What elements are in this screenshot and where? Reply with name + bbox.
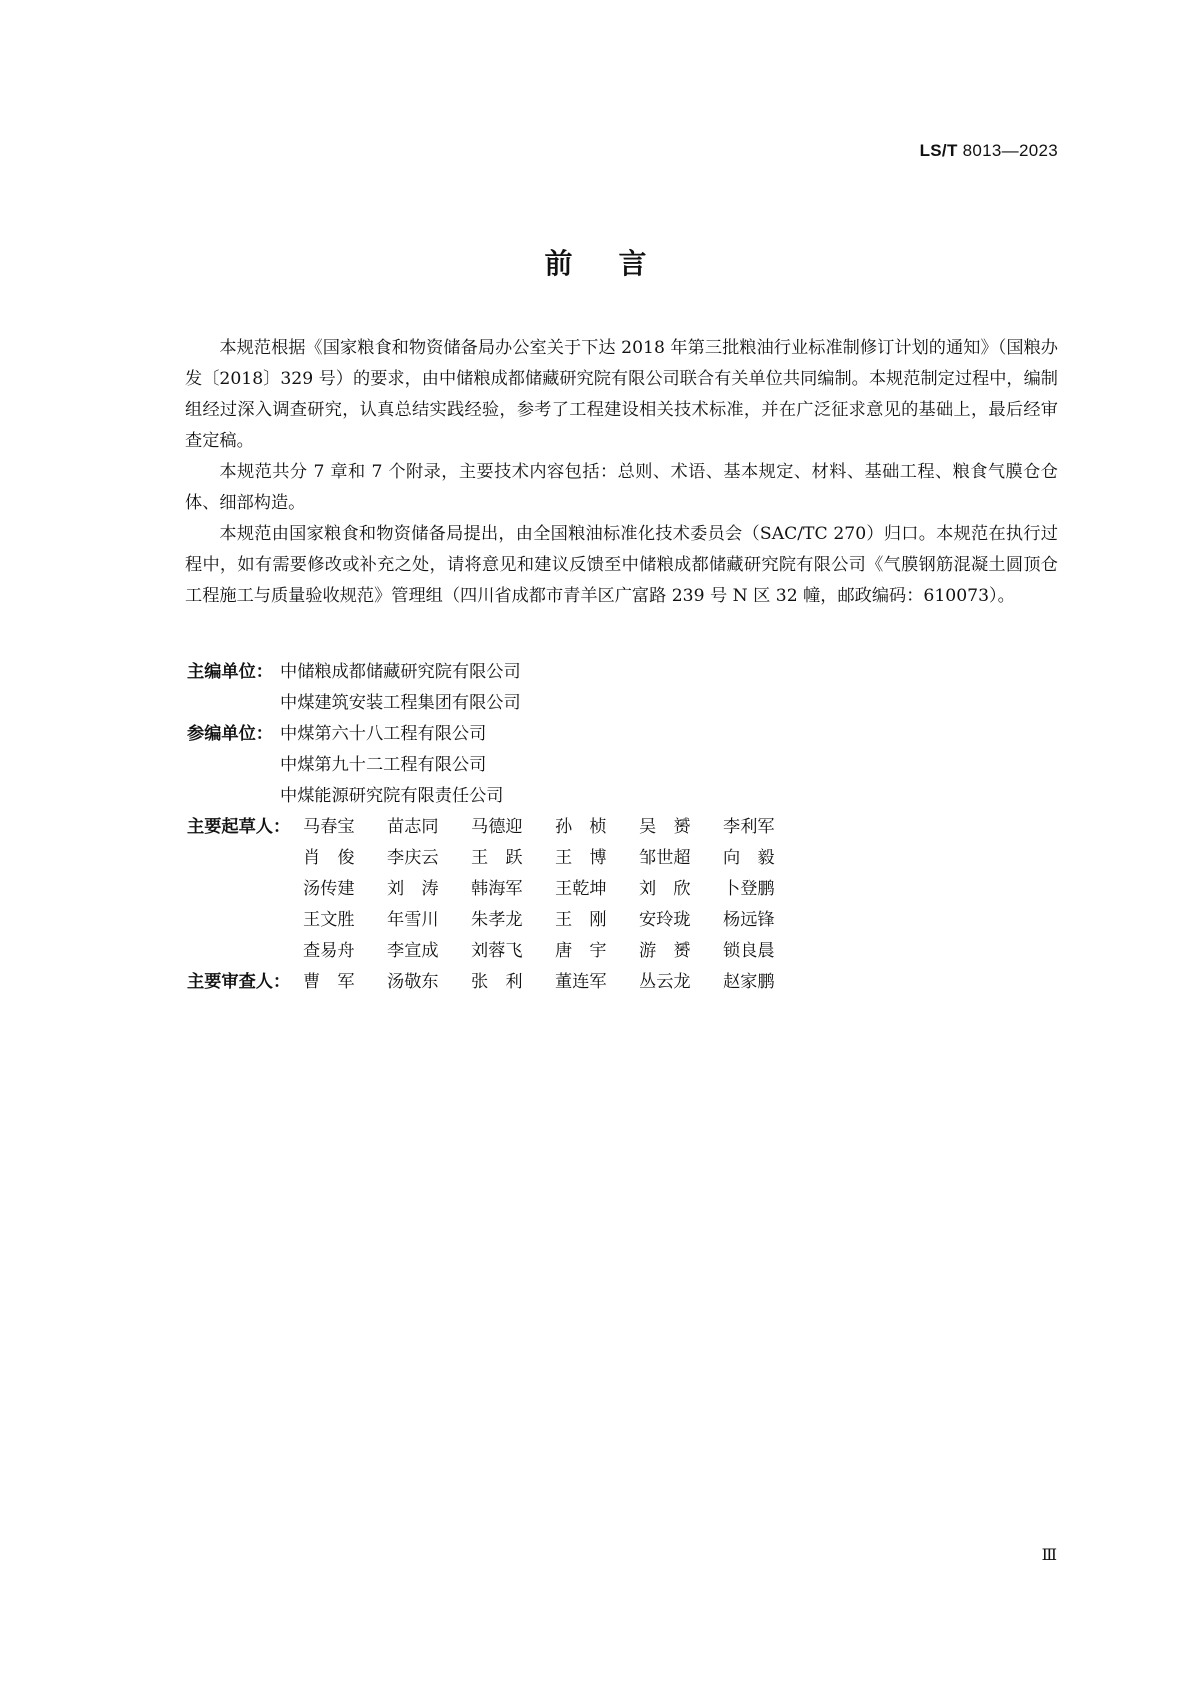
drafters-row xyxy=(185,905,1058,936)
drafter-name: 汤传建 xyxy=(303,879,355,899)
reviewer-name: 赵家鹏 xyxy=(723,972,775,992)
participating-unit-row xyxy=(185,750,1058,781)
chief-unit: 中煤建筑安装工程集团有限公司 xyxy=(280,693,521,713)
paragraph: 本规范由国家粮食和物资储备局提出，由全国粮油标准化技术委员会（SAC/TC 270）归口。本规范在执行过程中，如有需要修改或补充之处，请将意见和建议反馈至中储粮成都储藏研究院有限公司《气膜钢筋混凝土圆顶仓工程施工与质量验收规范》管理组（四川省成都市青羊区广富路 239 号 N 区 32 幢，邮政编码：610073）。 xyxy=(185,524,1058,606)
participating-unit-row xyxy=(185,781,1058,812)
chief-unit-row xyxy=(185,657,1058,688)
drafter-name: 卜登鹏 xyxy=(723,879,775,899)
reviewer-name: 曹 军 xyxy=(303,972,355,992)
reviewer-name: 丛云龙 xyxy=(639,972,691,992)
reviewers-row xyxy=(185,967,1058,998)
drafters-row xyxy=(185,874,1058,905)
drafter-name: 刘 欣 xyxy=(639,879,691,899)
contributors-list xyxy=(185,657,1058,998)
drafter-name: 李利军 xyxy=(723,817,775,837)
reviewers-label: 主要审查人： xyxy=(187,972,291,992)
page-title: 前言 xyxy=(544,247,693,280)
drafter-name: 查易舟 xyxy=(303,941,355,961)
chief-unit: 中储粮成都储藏研究院有限公司 xyxy=(280,662,521,682)
participating-unit-row xyxy=(185,719,1058,750)
participating-unit: 中煤第九十二工程有限公司 xyxy=(280,755,487,775)
drafter-name: 向 毅 xyxy=(723,848,775,868)
standard-code-prefix: LS/T xyxy=(919,141,958,160)
paragraph: 本规范共分 7 章和 7 个附录，主要技术内容包括：总则、术语、基本规定、材料、基础工程、粮食气膜仓仓体、细部构造。 xyxy=(185,462,1058,513)
drafter-name: 孙 桢 xyxy=(555,817,607,837)
reviewer-name: 董连军 xyxy=(555,972,607,992)
drafter-name: 刘 涛 xyxy=(387,879,439,899)
drafter-name: 苗志同 xyxy=(387,817,439,837)
chief-unit-row xyxy=(185,688,1058,719)
participating-unit: 中煤第六十八工程有限公司 xyxy=(280,724,487,744)
drafter-name: 马德迎 xyxy=(471,817,523,837)
drafters-label: 主要起草人： xyxy=(187,817,291,837)
drafter-name: 韩海军 xyxy=(471,879,523,899)
drafters-row xyxy=(185,812,1058,843)
chief-units-label: 主编单位： xyxy=(187,662,273,682)
drafter-name: 马春宝 xyxy=(303,817,355,837)
reviewer-name: 汤敬东 xyxy=(387,972,439,992)
drafter-name: 刘蓉飞 xyxy=(471,941,523,961)
participating-unit: 中煤能源研究院有限责任公司 xyxy=(280,786,504,806)
drafter-name: 王乾坤 xyxy=(555,879,607,899)
drafter-name: 唐 宇 xyxy=(555,941,607,961)
drafters-row xyxy=(185,843,1058,874)
drafter-name: 肖 俊 xyxy=(303,848,355,868)
drafter-name: 吴 赟 xyxy=(639,817,691,837)
drafters-row xyxy=(185,936,1058,967)
drafter-name: 李庆云 xyxy=(387,848,439,868)
page-number: Ⅲ xyxy=(1041,1545,1057,1564)
drafter-name: 安玲珑 xyxy=(639,910,691,930)
drafter-name: 王 博 xyxy=(555,848,607,868)
drafter-name: 锁良晨 xyxy=(723,941,775,961)
standard-code xyxy=(920,141,1058,161)
participating-units-label: 参编单位： xyxy=(187,724,273,744)
drafter-name: 李宣成 xyxy=(387,941,439,961)
drafter-name: 朱孝龙 xyxy=(471,910,523,930)
drafter-name: 杨远锋 xyxy=(723,910,775,930)
drafter-name: 王 刚 xyxy=(555,910,607,930)
drafter-name: 邹世超 xyxy=(639,848,691,868)
drafter-name: 游 赟 xyxy=(639,941,691,961)
foreword-body xyxy=(185,333,1058,612)
standard-code-number: 8013—2023 xyxy=(962,141,1058,160)
drafter-name: 王 跃 xyxy=(471,848,523,868)
drafter-name: 年雪川 xyxy=(387,910,439,930)
reviewer-name: 张 利 xyxy=(471,972,523,992)
drafter-name: 王文胜 xyxy=(303,910,355,930)
paragraph: 本规范根据《国家粮食和物资储备局办公室关于下达 2018 年第三批粮油行业标准制修订计划的通知》（国粮办发〔2018〕329 号）的要求，由中储粮成都储藏研究院有限公司联合有关单位共同编制。本规范制定过程中，编制组经过深入调查研究，认真总结实践经验，参考了工程建设相关技术标准，并在广泛征求意见的基础上，最后经审查定稿。 xyxy=(185,338,1058,451)
